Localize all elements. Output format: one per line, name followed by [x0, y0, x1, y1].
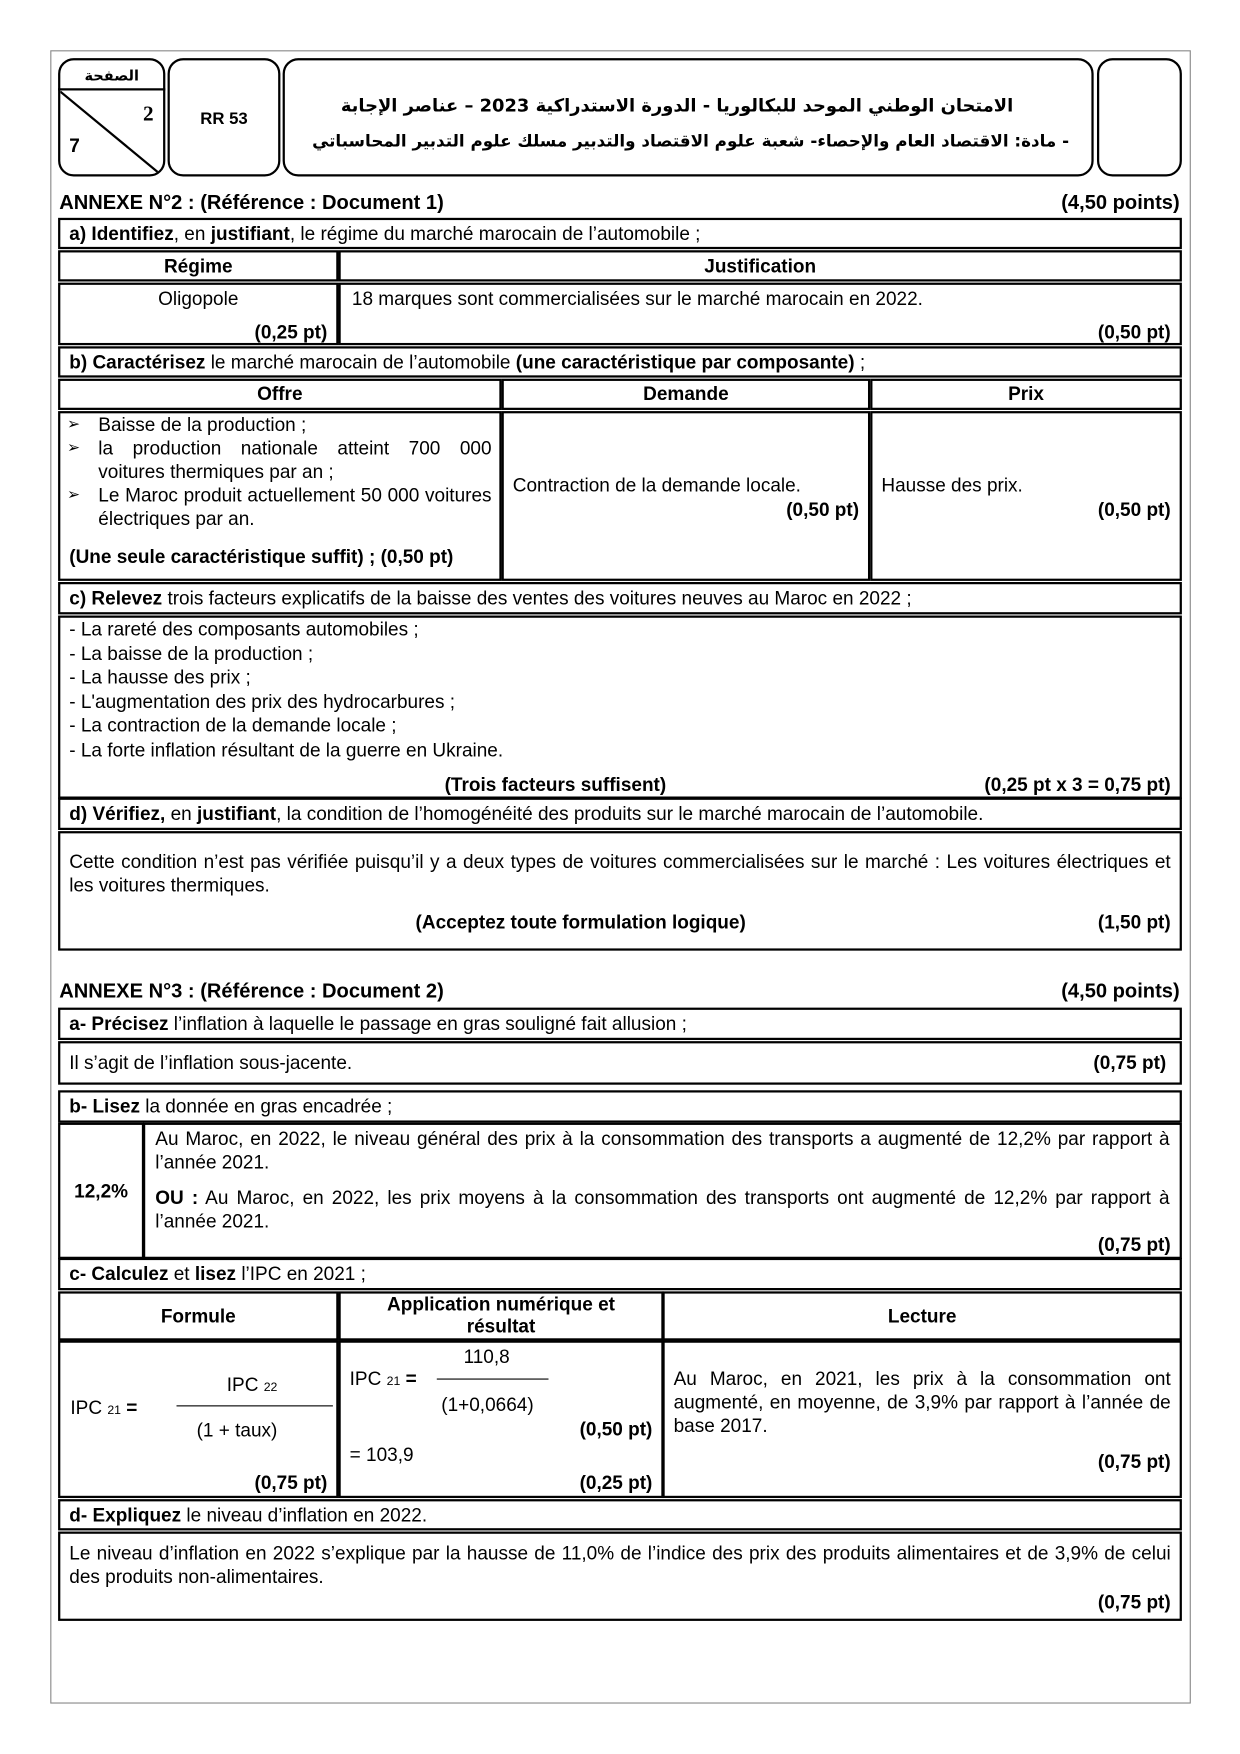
header-regime: [58, 250, 338, 281]
a3-answer-a-text: Il s’agit de l’inflation sous-jacente.: [69, 1052, 353, 1074]
cell-demande: [502, 411, 871, 581]
logo-box: [1097, 58, 1182, 176]
a3-question-b: [58, 1090, 1182, 1122]
question-d: [58, 798, 1182, 830]
offre-item: ➢ la production nationale atteint 700 000 voitures thermiques par an ;: [65, 437, 492, 484]
header-justification: [338, 250, 1181, 281]
factors-points: (0,25 pt x 3 = 0,75 pt): [984, 774, 1171, 796]
page-label-divider: [58, 88, 165, 90]
col-demande: Demande: [643, 383, 729, 405]
header-formule: [58, 1291, 338, 1340]
factor-item: - La baisse de la production ;: [69, 642, 314, 665]
factors-list: [69, 618, 503, 762]
formula-lhs: IPC 21 =: [70, 1397, 138, 1419]
annexe3-title: ANNEXE N°3 : (Référence : Document 2): [59, 979, 444, 1003]
a3-question-b-text: b- Lisez la donnée en gras encadrée ;: [69, 1095, 393, 1118]
prix-value: Hausse des prix.: [881, 474, 1023, 496]
factor-item: - La hausse des prix ;: [69, 666, 251, 689]
page-total: 7: [69, 135, 80, 157]
app-points2: (0,25 pt): [579, 1472, 653, 1494]
header-demande: [502, 379, 871, 410]
annexe2-title: ANNEXE N°2 : (Référence : Document 1): [59, 191, 444, 214]
a3-answer-a-points: (0,75 pt): [1093, 1052, 1167, 1074]
offre-list: [65, 413, 492, 530]
header-application: [338, 1291, 663, 1340]
formula-points: (0,75 pt): [254, 1472, 328, 1494]
header-prix: [870, 379, 1182, 410]
header-lecture: [662, 1291, 1181, 1340]
cell-offre: [58, 411, 501, 581]
answer-c: [58, 616, 1182, 799]
a3-b-answer1: Au Maroc, en 2022, le niveau général des prix à la consommation des transports a augmenté de 12,2% par rapport à l’année 2021.: [155, 1128, 1170, 1173]
code-box: [168, 58, 281, 176]
answer-d: [58, 831, 1182, 951]
factor-item: - La forte inflation résultant de la guerre en Ukraine.: [69, 738, 504, 761]
demande-points: (0,50 pt): [786, 499, 860, 521]
formula-numerator: IPC 22: [226, 1374, 278, 1396]
factor-item: - La contraction de la demande locale ;: [69, 714, 397, 737]
question-c: [58, 582, 1182, 614]
title-box: [283, 58, 1094, 176]
a3-question-d: [58, 1499, 1182, 1530]
question-b-text: b) Caractérisez le marché marocain de l’automobile (une caractéristique par composante) ;: [69, 351, 866, 374]
a3-question-c: [58, 1258, 1182, 1290]
app-fraction-bar: [437, 1379, 549, 1380]
a3-answer-a: [58, 1041, 1182, 1085]
col-prix: Prix: [1008, 383, 1044, 405]
cell-justification: [338, 283, 1181, 346]
col-justification: Justification: [704, 255, 817, 278]
fraction-bar: [177, 1405, 333, 1406]
question-d-text: d) Vérifiez, en justifiant, la condition de l’homogénéité des produits sur le marché marocain de l’automobile.: [69, 803, 984, 825]
factor-item: - La rareté des composants automobiles ;: [69, 618, 419, 641]
offre-note: (Une seule caractéristique suffit) ; (0,50 pt): [69, 546, 454, 568]
col-lecture: Lecture: [887, 1305, 957, 1328]
app-points1: (0,50 pt): [579, 1418, 653, 1440]
a3-b-value-cell: [58, 1123, 144, 1259]
app-lhs: IPC 21 =: [349, 1368, 417, 1390]
factors-note: (Trois facteurs suffisent): [444, 774, 667, 796]
a3-b-answer-cell: [143, 1123, 1182, 1259]
cell-regime: [58, 283, 338, 346]
a3-answer-d-points: (0,75 pt): [1097, 1591, 1171, 1614]
regime-value: Oligopole: [158, 288, 239, 310]
formula-denominator: (1 + taux): [196, 1419, 278, 1442]
answer-d-points: (1,50 pt): [1097, 911, 1171, 933]
question-b: [58, 346, 1182, 377]
col-formule: Formule: [160, 1305, 236, 1328]
lecture-text: Au Maroc, en 2021, les prix à la consommation ont augmenté, en moyenne, de 3,9% par rapport à l’année de base 2017.: [673, 1368, 1171, 1437]
question-c-text: c) Relevez trois facteurs explicatifs de la baisse des ventes des voitures neuves au Maroc en 2022 ;: [69, 587, 912, 609]
page-current: 2: [142, 102, 154, 127]
app-numerator: 110,8: [463, 1346, 510, 1368]
justification-value: 18 marques sont commercialisées sur le marché marocain en 2022.: [351, 288, 923, 310]
question-a-text: a) Identifiez, en justifiant, le régime du marché marocain de l’automobile ;: [69, 223, 701, 245]
answer-d-note: (Acceptez toute formulation logique): [415, 911, 746, 933]
justification-points: (0,50 pt): [1097, 321, 1171, 343]
header-offre: [58, 379, 501, 410]
lecture-points: (0,75 pt): [1097, 1451, 1171, 1473]
cell-prix: [870, 411, 1182, 581]
demande-value: Contraction de la demande locale.: [512, 474, 801, 496]
page-label: الصفحة: [84, 68, 139, 85]
col-application: Application numérique et résultat: [387, 1293, 615, 1338]
a3-question-a: [58, 1008, 1182, 1040]
a3-question-d-text: d- Expliquez le niveau d’inflation en 2022.: [69, 1504, 428, 1526]
a3-answer-d-text: Le niveau d’inflation en 2022 s’explique par la hausse de 11,0% de l’indice des prix des produits alimentaires et de 3,9% de celui des produits non-alimentaires.: [69, 1542, 1171, 1588]
offre-item: ➢ Le Maroc produit actuellement 50 000 voitures électriques par an.: [65, 484, 492, 531]
col-regime: Régime: [163, 255, 233, 278]
a3-b-value: 12,2%: [74, 1180, 129, 1202]
regime-points: (0,25 pt): [254, 321, 328, 343]
factor-item: - L'augmentation des prix des hydrocarbures ;: [69, 690, 456, 713]
a3-question-c-text: c- Calculez et lisez l’IPC en 2021 ;: [69, 1263, 366, 1285]
exam-subject: - مادة: الاقتصاد العام والإحصاء- شعبة علوم الاقتصاد والتدبير مسلك علوم التدبير المحاسباتي: [312, 130, 1070, 151]
a3-question-a-text: a- Précisez l’inflation à laquelle le passage en gras souligné fait allusion ;: [69, 1013, 687, 1035]
a3-b-answer2: OU : Au Maroc, en 2022, les prix moyens à la consommation des transports ont augmenté de 12,2% par rapport à l’année 2021.: [155, 1187, 1170, 1233]
a3-answer-d: [58, 1532, 1182, 1621]
annexe2-points: (4,50 points): [1061, 191, 1180, 214]
page-number-box: [58, 58, 165, 176]
annexe3-points: (4,50 points): [1061, 979, 1180, 1003]
question-a: [58, 218, 1182, 249]
a3-b-points: (0,75 pt): [1097, 1234, 1171, 1256]
exam-code: RR 53: [200, 109, 248, 129]
cell-formule: [58, 1341, 338, 1499]
app-denominator: (1+0,0664): [441, 1394, 534, 1416]
cell-lecture: [662, 1341, 1181, 1499]
exam-title: الامتحان الوطني الموحد للبكالوريا - الدورة الاستدراكية 2023 – عناصر الإجابة: [340, 94, 1014, 117]
prix-points: (0,50 pt): [1097, 499, 1171, 521]
offre-item: ➢ Baisse de la production ;: [65, 413, 492, 436]
cell-application: [338, 1341, 663, 1499]
col-offre: Offre: [257, 383, 303, 405]
answer-d-text: Cette condition n’est pas vérifiée puisqu’il y a deux types de voitures commercialisées sur le marché : Les voitures électriques et les voitures thermiques.: [69, 851, 1171, 896]
app-result: = 103,9: [349, 1444, 414, 1466]
